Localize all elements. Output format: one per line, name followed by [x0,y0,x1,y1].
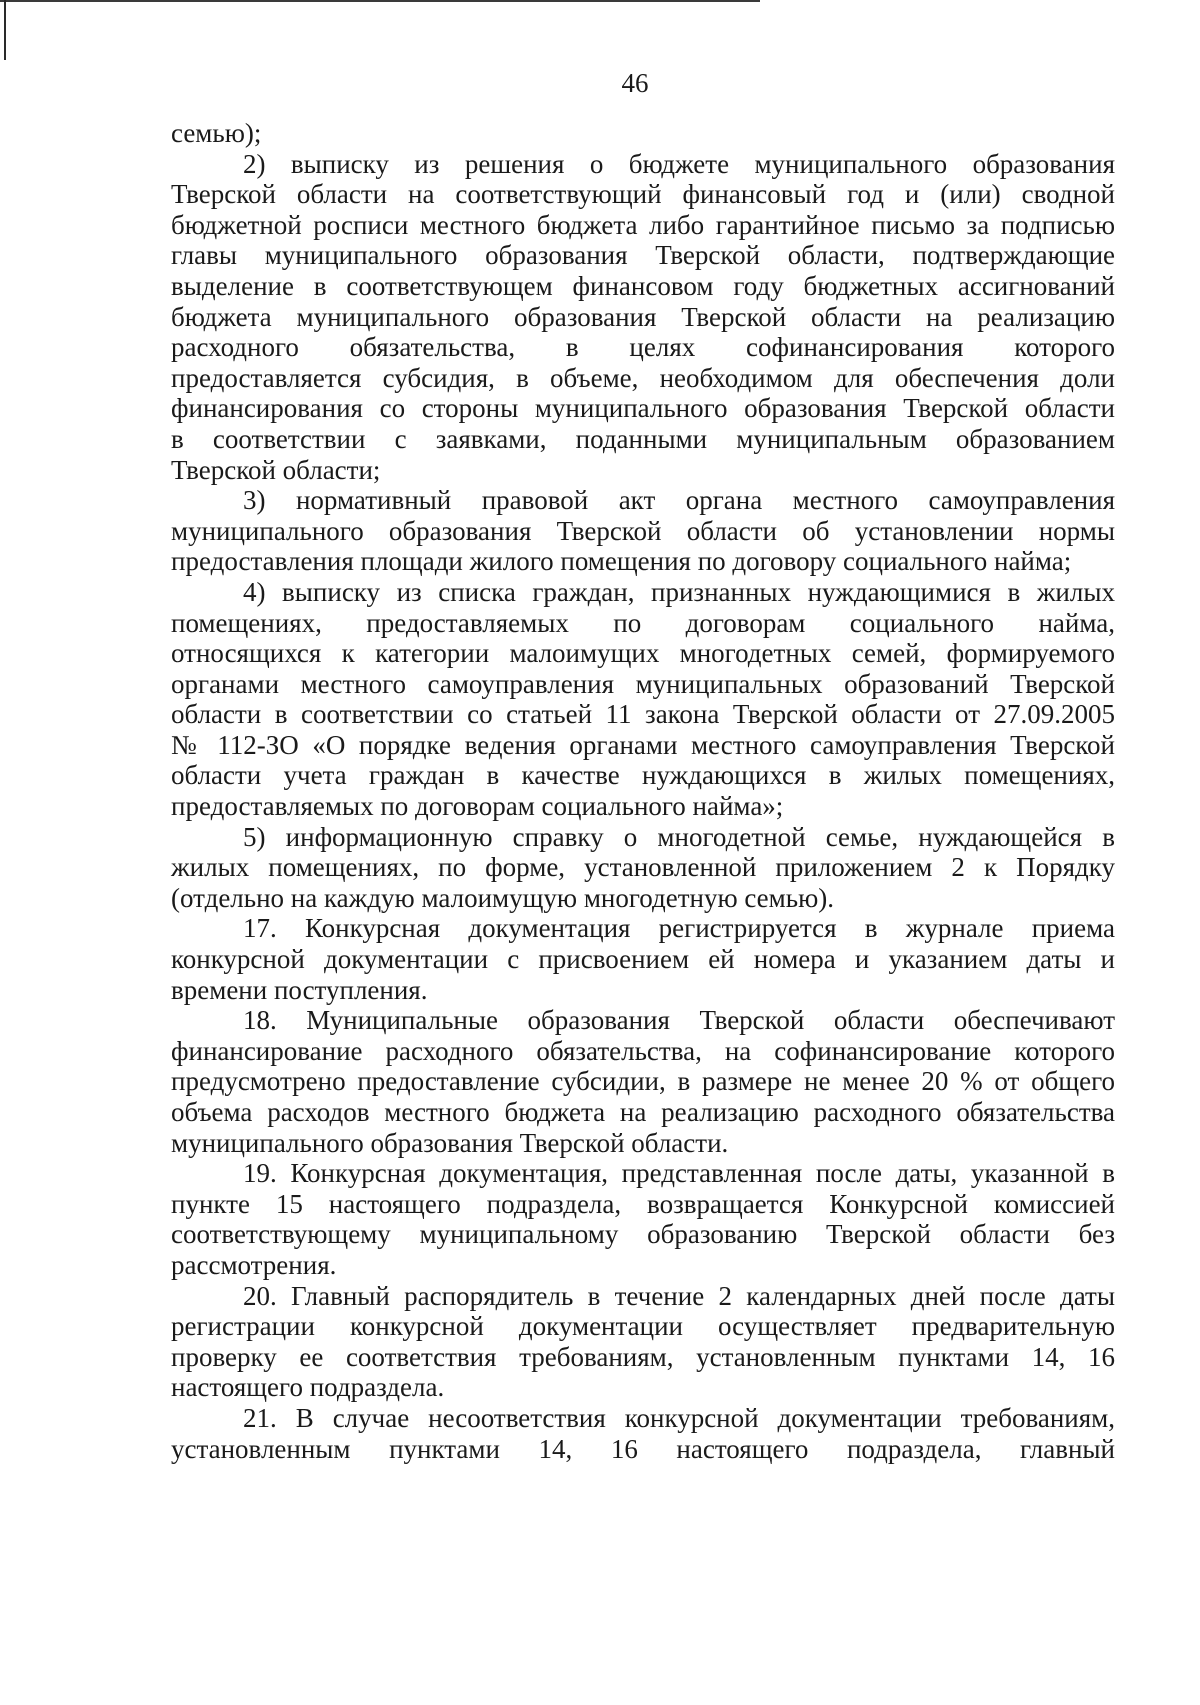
page-number: 46 [621,68,649,98]
paragraph [171,1403,1115,1464]
text-line: бюджетной росписи местного бюджета либо гарантийное письмо за подписью [171,209,1115,240]
text-line: финансирование расходного обязательства, на софинансирование которого [171,1035,1115,1066]
text-line: финансирования со стороны муниципального образования Тверской области [171,393,1115,424]
paragraph [171,485,1115,577]
text-line: установленным пунктами 14, 16 настоящего подраздела, главный [171,1433,1115,1464]
text-line: Тверской области на соответствующий финансовый год и (или) сводной [171,179,1115,210]
document-body [171,118,1115,1464]
text-line: 19. Конкурсная документация, представленная после даты, указанной в [243,1158,1115,1189]
text-line: объема расходов местного бюджета на реализацию расходного обязательства [171,1097,1115,1127]
text-line: 18. Муниципальные образования Тверской области обеспечивают [243,1005,1115,1036]
text-line: 17. Конкурсная документация регистрируется в журнале приема [243,913,1115,944]
text-line: предоставляется субсидия, в объеме, необходимом для обеспечения доли [171,362,1115,393]
text-line: (отдельно на каждую малоимущую многодетную семью). [171,882,834,913]
text-line: 3) нормативный правовой акт органа местного самоуправления [243,485,1115,516]
paragraph [171,822,1115,914]
text-line: времени поступления. [171,974,428,1005]
paragraph [171,1158,1115,1280]
text-line: предусмотрено предоставление субсидии, в размере не менее 20 % от общего [171,1066,1115,1097]
text-line: 21. В случае несоответствия конкурсной документации требованиям, [243,1402,1115,1433]
text-line: области в соответствии со статьей 11 закона Тверской области от 27.09.2005 [171,699,1115,730]
text-line: рассмотрения. [171,1249,337,1280]
paragraph [171,577,1115,822]
text-line: № 112-ЗО «О порядке ведения органами местного самоуправления Тверской [171,729,1115,760]
text-line: пункте 15 настоящего подраздела, возвращается Конкурсной комиссией [171,1188,1115,1219]
text-line: конкурсной документации с присвоением ей номера и указанием даты и [171,944,1115,975]
paragraph [171,118,1115,149]
paragraph [171,1281,1115,1403]
scan-edge-top [0,0,760,2]
text-line: предоставления площади жилого помещения по договору социального найма; [171,546,1072,577]
text-line: 20. Главный распорядитель в течение 2 календарных дней после даты [243,1280,1115,1311]
text-line: относящихся к категории малоимущих многодетных семей, формируемого [171,638,1115,669]
text-line: соответствующему муниципальному образованию Тверской области без [171,1219,1115,1250]
paragraph [171,1005,1115,1158]
text-line: предоставляемых по договорам социального найма»; [171,791,784,822]
scan-edge-left [4,0,6,60]
text-line: проверку ее соответствия требованиям, установленным пунктами 14, 16 [171,1341,1115,1372]
text-line: муниципального образования Тверской области. [171,1127,729,1158]
text-line: жилых помещениях, по форме, установленной приложением 2 к Порядку [171,852,1115,883]
text-line: помещениях, предоставляемых по договорам социального найма, [171,607,1115,638]
text-line: расходного обязательства, в целях софинансирования которого [171,332,1115,363]
text-line: семью); [171,118,262,148]
text-line: области учета граждан в качестве нуждающихся в жилых помещениях, [171,760,1115,791]
text-line: в соответствии с заявками, поданными муниципальным образованием [171,423,1115,454]
text-line: регистрации конкурсной документации осуществляет предварительную [171,1311,1115,1342]
paragraph [171,149,1115,486]
paragraph [171,913,1115,1005]
text-line: муниципального образования Тверской области об установлении нормы [171,515,1115,546]
text-line: главы муниципального образования Тверской области, подтверждающие [171,240,1115,271]
text-line: бюджета муниципального образования Тверской области на реализацию [171,301,1115,332]
text-line: 5) информационную справку о многодетной семье, нуждающейся в [243,821,1115,852]
text-line: органами местного самоуправления муниципальных образований Тверской [171,668,1115,699]
text-line: 4) выписку из списка граждан, признанных нуждающимися в жилых [243,576,1115,607]
text-line: 2) выписку из решения о бюджете муниципального образования [243,148,1115,179]
text-line: выделение в соответствующем финансовом году бюджетных ассигнований [171,270,1115,301]
text-line: настоящего подраздела. [171,1372,445,1403]
text-line: Тверской области; [171,454,381,485]
